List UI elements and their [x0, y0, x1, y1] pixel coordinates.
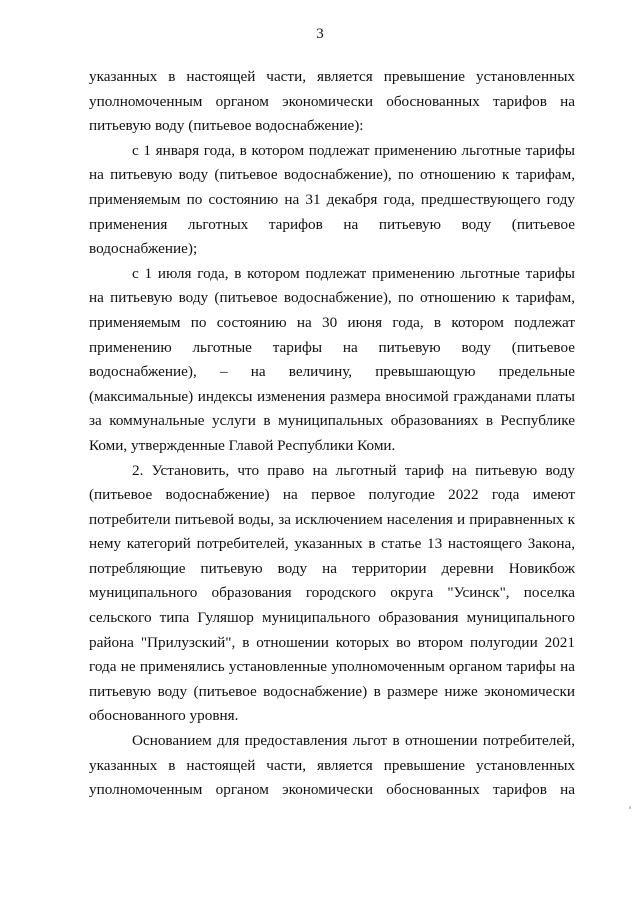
paragraph-continuation: указанных в настоящей части, является превышение установленных уполномоченным органом экономически обоснованных тарифов на питьевую воду (питьевое водоснабжение):	[89, 68, 575, 135]
scan-artifact	[629, 806, 631, 809]
paragraph-july-tariffs: с 1 июля года, в котором подлежат применению льготные тарифы на питьевую воду (питьевое водоснабжение), по отношению к тарифам, применяемым по состоянию на 30 июня года, в котором подлежат применению льготные тарифы на питьевую воду (питьевое водоснабжение), – на величину, превышающую предельные (максимальные) индексы изменения размера вносимой гражданами платы за коммунальные услуги в муниципальных образованиях в Республике Коми, утвержденные Главой Республики Коми.	[89, 264, 575, 454]
paragraph-benefit-basis: Основанием для предоставления льгот в отношении потребителей, указанных в настоящей части, является превышение установленных уполномоченным органом экономически обоснованных тарифов на	[89, 732, 575, 799]
paragraph-january-tariffs: с 1 января года, в котором подлежат применению льготные тарифы на питьевую воду (питьевое водоснабжение), по отношению к тарифам, применяемым по состоянию на 31 декабря года, предшествующего году применения льготных тарифов на питьевую воду (питьевое водоснабжение);	[89, 141, 575, 258]
page-number: 3	[316, 26, 324, 42]
document-body	[89, 65, 575, 803]
paragraph-item-2: 2. Установить, что право на льготный тариф на питьевую воду (питьевое водоснабжение) на первое полугодие 2022 года имеют потребители питьевой воды, за исключением населения и приравненных к нему категорий потребителей, указанных в статье 13 настоящего Закона, потребляющие питьевую воду на территории деревни Новикбож муниципального образования городского округа "Усинск", поселка сельского типа Гуляшор муниципального образования муниципального района "Прилузский", в отношении которых во втором полугодии 2021 года не применялись установленные уполномоченным органом тарифы на питьевую воду (питьевое водоснабжение) в размере ниже экономически обоснованного уровня.	[89, 461, 575, 725]
